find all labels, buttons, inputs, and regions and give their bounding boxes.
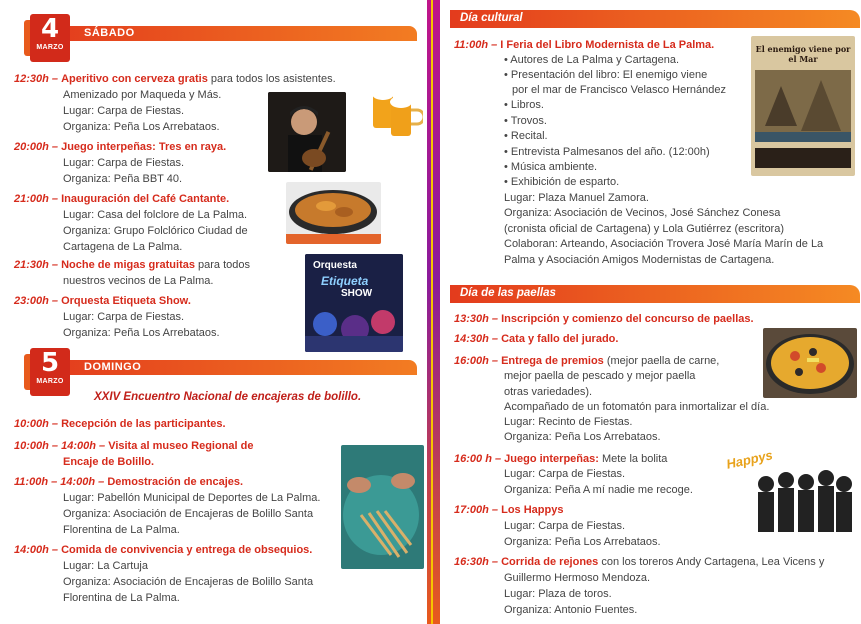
poster-line1: Orquesta [313,260,357,271]
event-time: 20:00h – [14,141,59,153]
event-detail: otras variedades). [504,386,593,398]
event-line [14,475,243,491]
event-detail: Florentina de La Palma. [63,524,180,536]
event-detail: Lugar: Plaza Manuel Zamora. [504,192,649,204]
event-time: 13:30h – [454,313,499,325]
event-title: Demostración de encajes. [107,476,244,488]
event-suffix: para todos los asistentes. [207,73,336,85]
event-title: Aperitivo con cerveza gratis [61,73,208,85]
section-title-cultural: Día cultural [450,10,860,28]
event-detail: Cartagena de La Palma. [63,241,183,253]
event-detail: Organiza: Peña Los Arrebataos. [504,536,661,548]
event-detail: nuestros vecinos de La Palma. [63,275,214,287]
event-detail: Lugar: Plaza de toros. [504,588,612,600]
event-line [454,312,754,328]
event-time: 11:00h – 14:00h – [14,476,105,488]
event-line [14,439,253,455]
event-time: 14:00h – [14,544,59,556]
bullet-item: • Trovos. [504,115,547,127]
event-detail: Organiza: Peña A mí nadie me recoge. [504,484,693,496]
event-time: 14:30h – [454,333,499,345]
event-detail: Palma y Asociación Amigos Modernistas de Cartagena. [504,254,775,266]
event-detail: Organiza: Antonio Fuentes. [504,604,638,616]
event-detail: Amenizado por Maqueda y Más. [63,89,222,101]
event-detail: Lugar: La Cartuja [63,560,148,572]
event-time: 23:00h – [14,295,59,307]
event-title: Juego interpeñas: Tres en raya. [61,141,227,153]
event-line [14,294,191,310]
poster-line3: SHOW [341,288,373,299]
event-detail: Organiza: Peña Los Arrebataos. [63,121,220,133]
section-title-paellas: Día de las paellas [450,285,860,303]
event-detail: mejor paella de pescado y mejor paella [504,370,696,382]
event-detail: Acompañado de un fotomatón para inmortalizar el día. [504,401,770,413]
event-line [454,503,563,519]
event-detail: Organiza: Peña Los Arrebataos. [63,327,220,339]
bullet-item: • Exhibición de esparto. [504,176,620,188]
event-detail: Organiza: Asociación de Encajeras de Bolillo Santa [63,576,314,588]
event-detail: Lugar: Carpa de Fiestas. [63,157,185,169]
orquesta-poster [305,254,403,352]
event-line [14,72,336,88]
event-line [454,452,667,468]
event-detail: Colaboran: Arteando, Asociación Trovera José María Marín de La [504,238,824,250]
day-badge [30,14,70,62]
event-title: Juego interpeñas: [504,453,599,465]
event-detail: Lugar: Pabellón Municipal de Deportes de La Palma. [63,492,321,504]
beer-icon [367,80,423,142]
event-title: Recepción de las participantes. [61,418,226,430]
book-cover [751,36,855,176]
event-detail: Organiza: Grupo Folclórico Ciudad de [63,225,248,237]
event-time: 16:00 h – [454,453,502,465]
bullet-item: por el mar de Francisco Velasco Hernández [512,84,726,96]
poster-line2: Etiqueta [321,274,369,288]
event-detail: Florentina de La Palma. [63,592,180,604]
event-title: Comida de convivencia y entrega de obsequios. [61,544,313,556]
bobbin-lace-photo [341,445,424,569]
day-bar [42,26,417,41]
event-detail: Lugar: Carpa de Fiestas. [63,105,185,117]
day-number: 5 [40,348,60,378]
event-time: 11:00h – [454,39,498,51]
migas-pan-photo [286,182,381,244]
event-line [454,38,714,54]
event-time: 10:00h – 14:00h – [14,440,106,452]
left-page [0,0,427,624]
event-detail: Organiza: Peña Los Arrebataos. [504,431,661,443]
day-month: MARZO [36,378,64,385]
event-line [14,140,226,156]
bullet-item: • Recital. [504,130,548,142]
event-time: 12:30h – [14,73,59,85]
event-title: Inauguración del Café Cantante. [61,193,230,205]
bullet-item: • Entrevista Palmesanos del año. (12:00h) [504,146,710,158]
book-title: El enemigo viene por el Mar [755,44,851,64]
bullet-item: • Presentación del libro: El enemigo viene [504,69,708,81]
event-detail: Organiza: Peña BBT 40. [63,173,183,185]
day-month: MARZO [36,44,64,51]
event-title: Inscripción y comienzo del concurso de paellas. [501,313,754,325]
event-detail: Lugar: Casa del folclore de La Palma. [63,209,248,221]
happys-logo: Happys [724,447,775,472]
event-time: 21:00h – [14,193,59,205]
event-title: Cata y fallo del jurado. [501,333,619,345]
day-name: DOMINGO [84,361,142,373]
right-page [440,0,861,624]
event-title: Los Happys [501,504,564,516]
day-name: SÁBADO [84,27,135,39]
sunday-subtitle: XXIV Encuentro Nacional de encajeras de bolillo. [94,391,362,403]
event-line [454,332,618,348]
event-time: 16:30h – [454,556,499,568]
event-title: Visita al museo Regional de [108,440,254,452]
event-detail: Lugar: Carpa de Fiestas. [504,468,626,480]
event-suffix: Mete la bolita [598,453,668,465]
event-line [454,555,824,571]
event-suffix: para todos [194,259,251,271]
event-title: I Feria del Libro Modernista de La Palma. [500,39,715,51]
event-line [454,354,719,370]
event-time: 10:00h – [14,418,59,430]
bullet-item: • Libros. [504,99,544,111]
event-detail: Lugar: Carpa de Fiestas. [63,311,185,323]
event-title-cont: Encaje de Bolillo. [63,456,155,468]
event-line [14,417,226,433]
event-suffix: (mejor paella de carne, [603,355,720,367]
bullet-item: • Autores de La Palma y Cartagena. [504,54,680,66]
event-title: Entrega de premios [501,355,604,367]
event-detail: Organiza: Asociación de Encajeras de Bolillo Santa [63,508,314,520]
event-title: Noche de migas gratuitas [61,259,195,271]
paella-photo [763,328,857,398]
day-badge [30,348,70,396]
bullet-item: • Música ambiente. [504,161,598,173]
event-detail: Lugar: Carpa de Fiestas. [504,520,626,532]
happys-band-photo [722,446,860,548]
singer-photo [268,92,346,172]
event-detail: Organiza: Asociación de Vecinos, José Sánchez Conesa [504,207,781,219]
event-line [14,258,250,274]
day-header-saturday [12,14,417,72]
day-number: 4 [40,14,60,44]
event-time: 21:30h – [14,259,59,271]
event-detail: (cronista oficial de Cartagena) y Lola Gutiérrez (escritora) [504,223,785,235]
event-time: 16:00h – [454,355,499,367]
event-title: Orquesta Etiqueta Show. [61,295,191,307]
event-detail: Guillermo Hermoso Mendoza. [504,572,651,584]
event-line [14,192,229,208]
event-title: Corrida de rejones [501,556,599,568]
event-time: 17:00h – [454,504,499,516]
event-suffix: con los toreros Andy Cartagena, Lea Vicens y [598,556,825,568]
day-bar [42,360,417,375]
event-line [14,543,312,559]
event-detail: Lugar: Recinto de Fiestas. [504,416,633,428]
center-spine [427,0,440,624]
